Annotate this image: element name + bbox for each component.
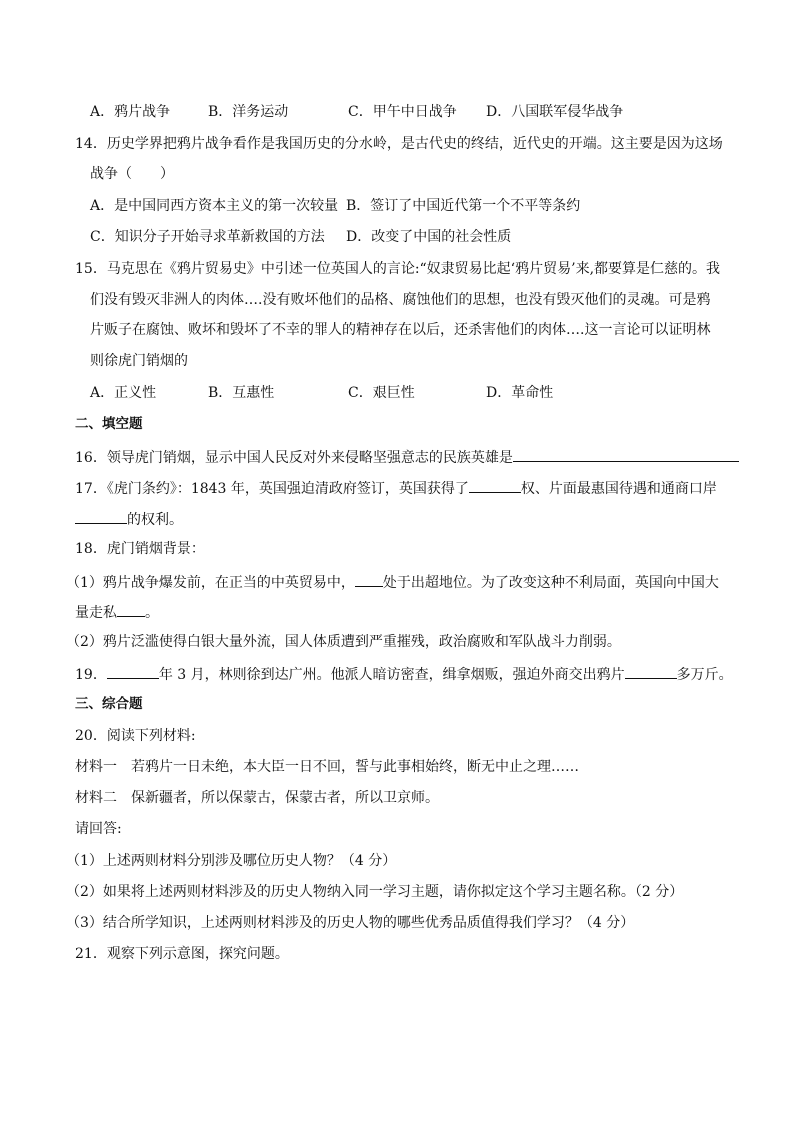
q19-p2: 年 3 月，林则徐到达广州。他派人暗访密查，缉拿烟贩，强迫外商交出鸦片	[158, 667, 625, 683]
q16	[75, 446, 739, 468]
q13-option-c: C．甲午中日战争	[348, 104, 457, 120]
q17-line1	[75, 477, 717, 499]
q14-stem: 14．历史学界把鸦片战争看作是我国历史的分水岭，是古代史的终结，近代史的开端。这主要是因为这场	[75, 136, 723, 152]
q19-blank-1[interactable]	[107, 663, 159, 679]
q18-sub1-line1	[66, 571, 719, 593]
q14-options-row2	[90, 227, 690, 247]
q18-blank-1[interactable]	[355, 571, 383, 587]
q17-blank-1[interactable]	[469, 477, 521, 493]
q17-part1: 17．《虎门条约》：1843 年，英国强迫清政府签订，英国获得了	[75, 481, 469, 497]
q14-option-c: C．知识分子开始寻求革新救国的方法	[90, 229, 325, 245]
q20-sub3: （3）结合所学知识，上述两则材料涉及的历史人物的哪些优秀品质值得我们学习？（4 分）	[66, 915, 635, 931]
q15-option-b: B．互惠性	[208, 385, 275, 401]
q15-line4: 则徐虎门销烟的	[90, 353, 188, 369]
q18-title: 18．虎门销烟背景：	[75, 541, 205, 557]
q18-sub1-line2	[75, 601, 159, 623]
q17-line2	[75, 508, 183, 530]
q17-part3: 的权利。	[127, 512, 183, 528]
q20-intro: 20．阅读下列材料:	[75, 728, 196, 744]
q18-sub1-c: 量走私	[75, 605, 117, 621]
q15-line1: 15．马克思在《鸦片贸易史》中引述一位英国人的言论:“奴隶贸易比起‘鸦片贸易’来,都要算是仁慈的。我	[75, 261, 721, 277]
q18-sub1-b: 处于出超地位。为了改变这种不利局面，英国向中国大	[382, 575, 719, 591]
q16-text: 16．领导虎门销烟，显示中国人民反对外来侵略坚强意志的民族英雄是	[75, 450, 513, 466]
q15-line3: 片贩子在腐蚀、败坏和毁坏了不幸的罪人的精神存在以后，还杀害他们的肉体….这一言论可以证明林	[90, 322, 711, 338]
q18-sub1-d: 。	[145, 605, 159, 621]
q13-options	[90, 102, 710, 122]
q15-options	[90, 383, 650, 403]
q18-sub1-a: （1）鸦片战争爆发前，在正当的中英贸易中，	[66, 575, 355, 591]
q18-blank-2[interactable]	[117, 601, 145, 617]
q20-material-2: 材料二 保新疆者，所以保蒙古，保蒙古者，所以卫京师。	[75, 790, 439, 806]
q16-answer-blank[interactable]	[513, 446, 739, 462]
q15-line2: 们没有毁灭非洲人的肉体….没有败坏他们的品格、腐蚀他们的思想，也没有毁灭他们的灵魂。可是鸦	[90, 292, 711, 308]
q17-part2: 权、片面最惠国待遇和通商口岸	[520, 481, 717, 497]
q14-option-d: D．改变了中国的社会性质	[346, 229, 512, 245]
q20-sub1: （1）上述两则材料分别涉及哪位历史人物？（4 分）	[66, 853, 397, 869]
section-heading-comprehensive: 三、综合题	[75, 696, 143, 712]
q14-options-row1	[90, 196, 690, 216]
q14-stem-cont: 战争（ ）	[90, 166, 174, 182]
section-heading-fill-in: 二、填空题	[75, 416, 143, 432]
q19-blank-2[interactable]	[625, 663, 677, 679]
q13-option-d: D．八国联军侵华战争	[486, 104, 624, 120]
q20-ask: 请回答:	[75, 821, 122, 837]
q15-option-a: A．正义性	[90, 385, 157, 401]
q19-p3: 多万斤。	[676, 667, 733, 683]
q13-option-b: B．洋务运动	[208, 104, 289, 120]
q19	[75, 663, 733, 685]
q14-option-b: B．签订了中国近代第一个不平等条约	[346, 198, 581, 214]
q14-option-a: A．是中国同西方资本主义的第一次较量	[90, 198, 339, 214]
q17-blank-2[interactable]	[75, 508, 127, 524]
q13-option-a: A．鸦片战争	[90, 104, 171, 120]
q20-sub2: （2）如果将上述两则材料涉及的历史人物纳入同一学习主题，请你拟定这个学习主题名称。（2 分）	[66, 884, 684, 900]
q18-sub2: （2）鸦片泛滥使得白银大量外流，国人体质遭到严重摧残，政治腐败和军队战斗力削弱。	[66, 634, 621, 650]
q15-option-c: C．艰巨性	[348, 385, 415, 401]
q19-p1: 19．	[75, 667, 107, 683]
q20-material-1: 材料一 若鸦片一日未绝，本大臣一日不回，誓与此事相始终，断无中止之理……	[75, 759, 579, 775]
q15-option-d: D．革命性	[486, 385, 554, 401]
q21-text: 21．观察下列示意图，探究问题。	[75, 946, 289, 962]
